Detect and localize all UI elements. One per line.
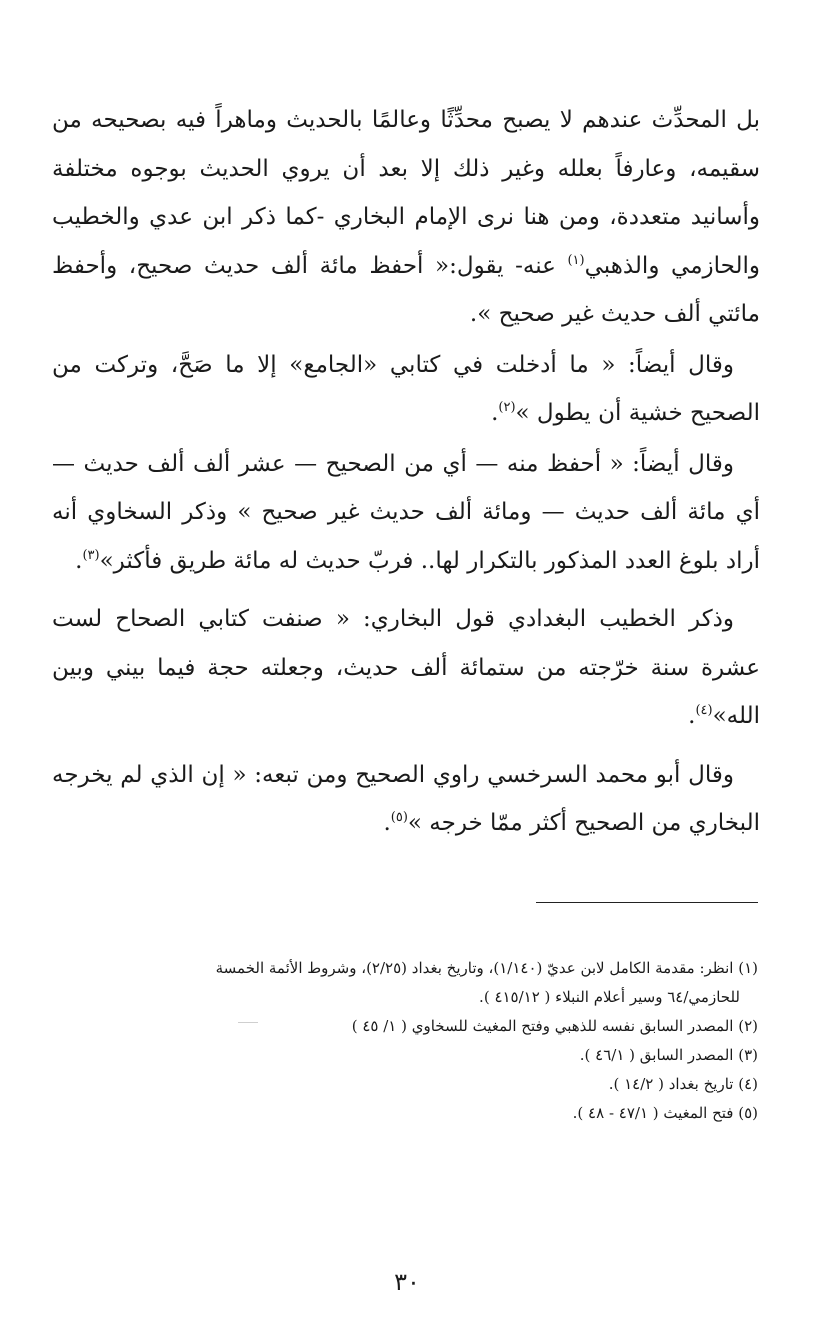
footnote-separator [536,902,758,903]
page-number: ٣٠ [394,1268,420,1296]
footnote-ref: (٣) [82,547,100,563]
paragraph-text: . [491,400,499,426]
paragraph-text: . [688,703,696,729]
paragraph-text: وذكر الخطيب البغدادي قول البخاري: « صنفت كتابي الصحاح لست عشرة سنة خرّجته من ستمائة ألف حديث، وجعلته حجة فيما بيني وبين الله» [52,606,760,729]
footnote-1: (١) انظر: مقدمة الكامل لابن عديّ (١/١٤٠)، وتاريخ بغداد (٢/٢٥)، وشروط الأئمة الخمسة [215,959,758,977]
footnote-ref: (٤) [695,703,713,718]
paragraph-text: وقال أيضاً: « أحفظ منه — أي من الصحيح — عشر ألف ألف حديث — أي مائة ألف حديث — ومائة ألف حديث غير صحيح » وذكر السخاوي أنه أراد بلوغ العدد المذكور بالتكرار لها.. فربّ حديث له مائة طريق فأكثر» [52,450,760,574]
footnote-5: (٥) فتح المغيث ( ٤٧/١ - ٤٨ ). [572,1104,758,1122]
paragraph-2 [52,341,760,438]
footnote-3: (٣) المصدر السابق ( ٤٦/١ ). [579,1046,758,1064]
paragraph-text: عنه- يقول:« أحفظ مائة ألف حديث صحيح، وأحفظ مائتي ألف حديث غير صحيح ». [52,252,760,327]
footnotes [52,954,758,1128]
paragraph-1 [52,96,760,339]
footnote-ref: (٢) [498,400,516,415]
footnote-4: (٤) تاريخ بغداد ( ١٤/٢ ). [608,1075,758,1093]
paragraph-3 [52,440,760,586]
footnote-2: (٢) المصدر السابق نفسه للذهبي وفتح المغيث للسخاوي ( ١/ ٤٥ ) [351,1017,758,1035]
paragraph-5 [52,751,760,848]
paragraph-text: . [75,547,83,574]
paragraph-text: وقال أبو محمد السرخسي راوي الصحيح ومن تبعه: « إن الذي لم يخرجه البخاري من الصحيح أكثر ممّا خرجه » [52,761,760,836]
paragraph-text: . [383,810,391,836]
footnote-ref: (٥) [390,810,408,825]
footnote-1-continued: للحازمي/٦٤ وسير أعلام النبلاء ( ٤١٥/١٢ ). [479,988,740,1006]
footnote-ref: (١) [567,252,585,268]
paragraph-4 [52,595,760,741]
scan-mark [238,1022,258,1023]
main-text [52,96,760,848]
paragraph-text: بل المحدِّث عندهم لا يصبح محدِّثًا وعالمًا بالحديث وماهراً فيه بصحيحه من سقيمه، وعارفاً بعلله وغير ذلك إلا بعد أن يروي الحديث بوجوه مختلفة وأسانيد متعددة، ومن هنا نرى الإمام البخاري -كما ذكر ابن عدي والخطيب والحازمي والذهبي [52,107,760,279]
paragraph-text: وقال أيضاً: « ما أدخلت في كتابي «الجامع» إلا ما صَحَّ، وتركت من الصحيح خشية أن يطول » [52,351,760,426]
